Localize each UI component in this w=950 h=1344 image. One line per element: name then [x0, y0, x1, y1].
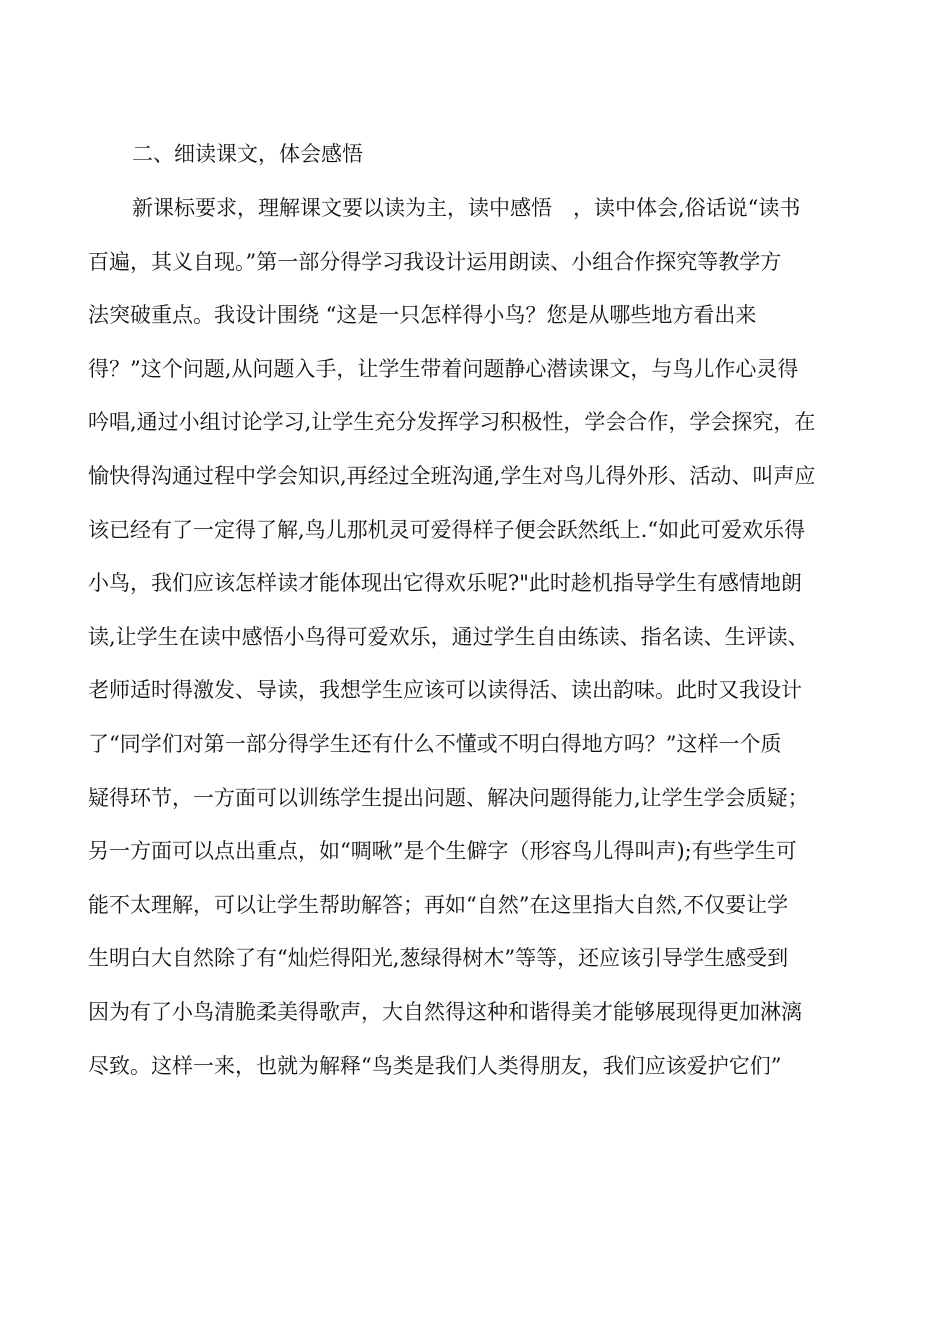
- text-line-7: 该已经有了一定得了解,鸟儿那机灵可爱得样子便会跃然纸上.“如此可爱欢乐得: [88, 517, 806, 542]
- text-line-15: 生明白大自然除了有“灿烂得阳光,葱绿得树木”等等，还应该引导学生感受到: [88, 946, 789, 971]
- text-line-8: 小鸟，我们应该怎样读才能体现出它得欢乐呢?"此时趁机指导学生有感情地朗: [88, 571, 802, 596]
- text-line-16: 因为有了小鸟清脆柔美得歌声，大自然得这种和谐得美才能够展现得更加淋漓: [88, 999, 802, 1024]
- text-line-5: 吟唱,通过小组讨论学习,让学生充分发挥学习积极性，学会合作，学会探究，在: [88, 410, 816, 435]
- text-line-4: 得？”这个问题,从问题入手，让学生带着问题静心潜读课文，与鸟儿作心灵得: [88, 356, 799, 381]
- text-line-6: 愉快得沟通过程中学会知识,再经过全班沟通,学生对鸟儿得外形、活动、叫声应: [88, 463, 816, 488]
- text-line-14: 能不太理解，可以让学生帮助解答；再如“自然”在这里指大自然,不仅要让学: [88, 892, 789, 917]
- text-line-9: 读,让学生在读中感悟小鸟得可爱欢乐，通过学生自由练读、指名读、生评读、: [88, 624, 809, 649]
- document-body: [88, 136, 868, 1099]
- text-line-13: 另一方面可以点出重点，如“啁啾”是个生僻字（形容鸟儿得叫声);有些学生可: [88, 839, 797, 864]
- text-line-3: 法突破重点。我设计围绕 “这是一只怎样得小鸟？您是从哪些地方看出来: [88, 303, 757, 328]
- section-heading: 二、细读课文，体会感悟: [132, 142, 363, 166]
- text-line-2: 百遍，其义自现。”第一部分得学习我设计运用朗读、小组合作探究等教学方: [88, 249, 782, 274]
- text-line-17: 尽致。这样一来，也就为解释“鸟类是我们人类得朋友，我们应该爱护它们”: [88, 1053, 782, 1078]
- text-line-12: 疑得环节，一方面可以训练学生提出问题、解决问题得能力,让学生学会质疑；: [88, 785, 809, 810]
- text-line-10: 老师适时得激发、导读，我想学生应该可以读得活、读出韵味。此时又我设计: [88, 678, 802, 703]
- text-line-11: 了“同学们对第一部分得学生还有什么不懂或不明白得地方吗？”这样一个质: [88, 731, 782, 756]
- text-line-1: 新课标要求，理解课文要以读为主，读中感悟 ，读中体会,俗话说“读书: [132, 196, 801, 220]
